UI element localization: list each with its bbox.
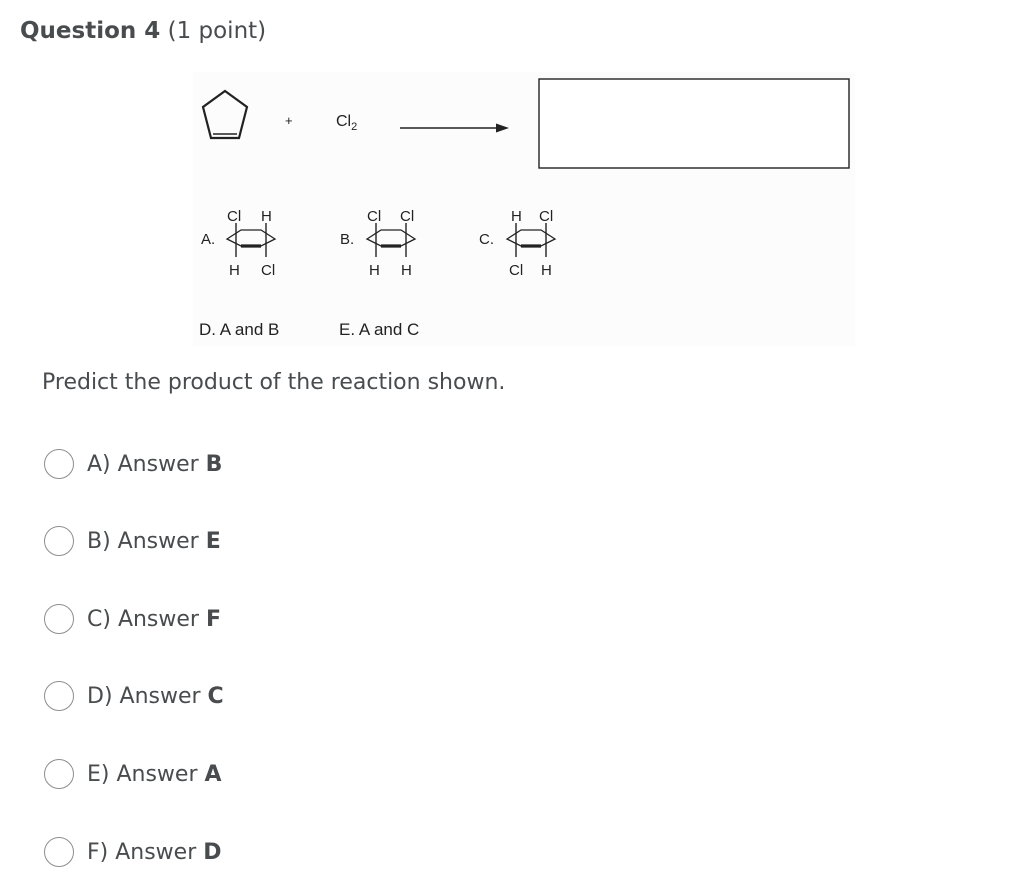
choice-c-radio[interactable] <box>44 604 74 634</box>
question-points: (1 point) <box>167 18 267 44</box>
option-b-top-right: Cl <box>400 208 415 225</box>
option-c-bottom-left: Cl <box>509 262 524 279</box>
option-c-bottom-right: H <box>541 262 552 279</box>
question-title: Question 4 <box>20 18 161 44</box>
choice-a[interactable] <box>44 447 222 481</box>
option-c-letter: C. <box>479 231 494 248</box>
choice-e-label: E) Answer A <box>87 761 222 787</box>
reaction-arrow <box>400 124 509 133</box>
option-a-structure <box>201 208 275 279</box>
choice-d-label: D) Answer C <box>87 683 224 709</box>
option-b-structure <box>340 208 415 279</box>
option-e-text: E. A and C <box>339 320 420 339</box>
option-c-top-left: H <box>511 208 522 225</box>
option-d-text: D. A and B <box>199 320 280 339</box>
reaction-diagram <box>193 72 855 346</box>
choice-e-radio[interactable] <box>44 759 74 789</box>
option-b-letter: B. <box>340 231 355 248</box>
choice-c-label: C) Answer F <box>87 606 221 632</box>
choice-d-radio[interactable] <box>44 681 74 711</box>
option-a-top-right: H <box>261 208 272 225</box>
reaction-figure <box>193 72 855 346</box>
option-a-letter: A. <box>201 231 216 248</box>
plus-sign: + <box>285 113 293 128</box>
choice-a-label: A) Answer B <box>87 451 223 477</box>
option-a-top-left: Cl <box>227 208 242 225</box>
product-answer-box <box>539 79 849 168</box>
choice-c[interactable] <box>44 602 221 636</box>
choice-b[interactable] <box>44 524 221 558</box>
choice-b-label: B) Answer E <box>87 528 221 554</box>
cyclopentene-structure <box>203 91 247 138</box>
choice-d[interactable] <box>44 679 224 713</box>
question-header <box>20 16 266 46</box>
option-c-top-right: Cl <box>539 208 554 225</box>
option-b-bottom-left: H <box>369 262 380 279</box>
choice-f-radio[interactable] <box>44 837 74 867</box>
option-a-bottom-right: Cl <box>261 262 276 279</box>
choice-a-radio[interactable] <box>44 449 74 479</box>
choice-f-label: F) Answer D <box>87 839 222 865</box>
option-b-bottom-right: H <box>401 262 412 279</box>
choice-e[interactable] <box>44 757 222 791</box>
question-prompt: Predict the product of the reaction shown. <box>42 370 506 395</box>
reagent-cl2: $Cl_2$ <box>336 113 358 133</box>
option-c-structure <box>479 208 555 279</box>
option-a-bottom-left: H <box>229 262 240 279</box>
choice-f[interactable] <box>44 835 222 869</box>
choice-b-radio[interactable] <box>44 526 74 556</box>
option-b-top-left: Cl <box>367 208 382 225</box>
